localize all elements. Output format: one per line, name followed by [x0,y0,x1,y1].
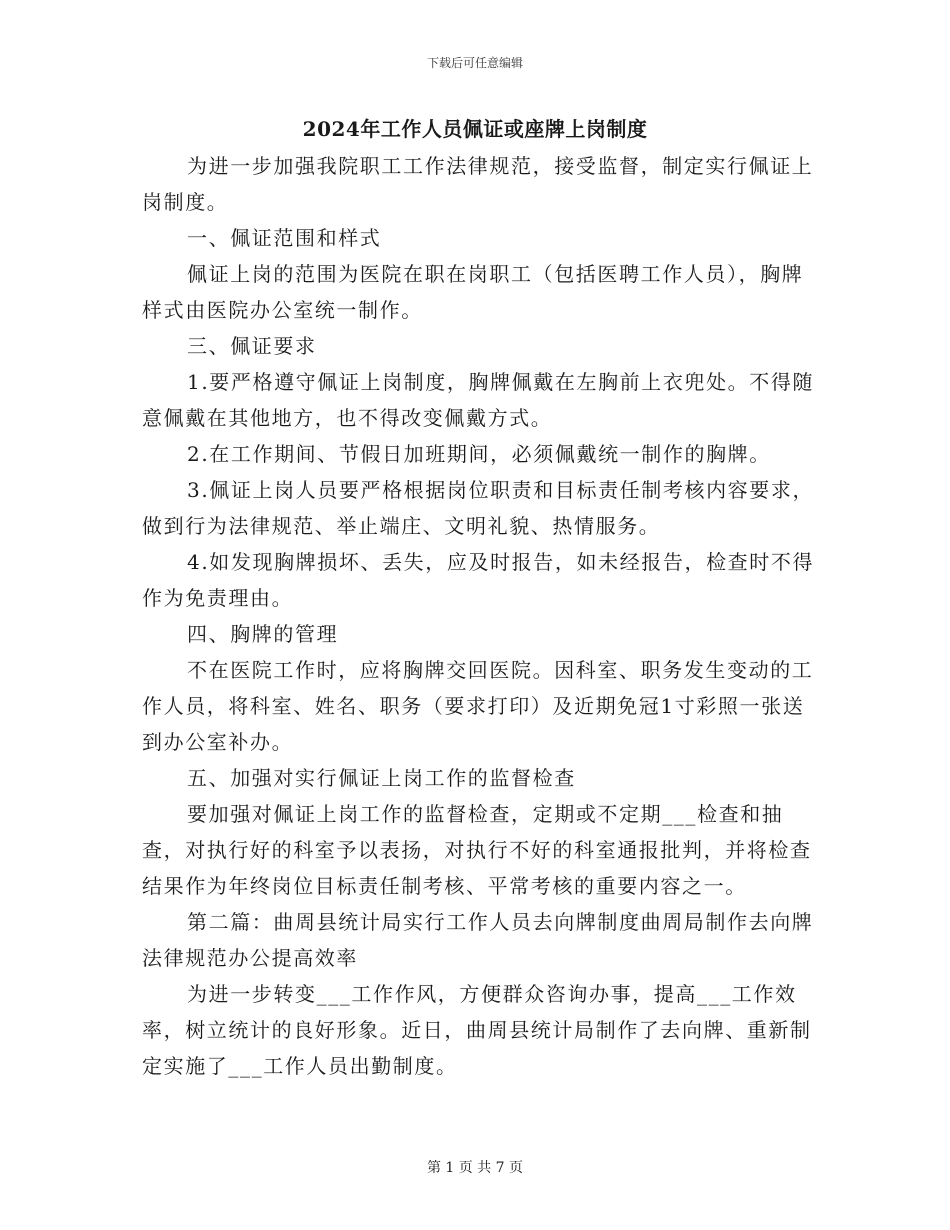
document-title: 2024年工作人员佩证或座牌上岗制度 [302,117,648,141]
list-item: 3.佩证上岗人员要严格根据岗位职责和目标责任制考核内容要求，做到行为法律规范、举止端庄、文明礼貌、热情服务。 [142,478,815,538]
list-item: 1.要严格遵守佩证上岗制度，胸牌佩戴在左胸前上衣兜处。不得随意佩戴在其他地方，也不得改变佩戴方式。 [142,370,815,430]
page-footer: 第 1 页 共 7 页 [426,1160,524,1176]
section-heading: 三、佩证要求 [187,334,317,358]
paragraph: 要加强对佩证上岗工作的监督检查，定期或不定期___检查和抽查，对执行好的科室予以表扬，对执行不好的科室通报批判，并将检查结果作为年终岗位目标责任制考核、平常考核的重要内容之一。 [142,802,812,898]
paragraph: 为进一步转变___工作作风，方便群众咨询办事，提高___工作效率，树立统计的良好形象。近日，曲周县统计局制作了去向牌、重新制定实施了___工作人员出勤制度。 [142,982,812,1078]
paragraph: 不在医院工作时，应将胸牌交回医院。因科室、职务发生变动的工作人员，将科室、姓名、职务（要求打印）及近期免冠1寸彩照一张送到办公室补办。 [142,658,814,754]
paragraph: 佩证上岗的范围为医院在职在岗职工（包括医聘工作人员），胸牌样式由医院办公室统一制作。 [142,262,804,322]
list-item: 2.在工作期间、节假日加班期间，必须佩戴统一制作的胸牌。 [187,442,771,466]
chapter-heading: 第二篇：曲周县统计局实行工作人员去向牌制度曲周局制作去向牌法律规范办公提高效率 [142,910,814,970]
section-heading: 四、胸牌的管理 [187,622,339,646]
section-heading: 一、佩证范围和样式 [187,226,382,250]
list-item: 4.如发现胸牌损坏、丢失，应及时报告，如未经报告，检查时不得作为免责理由。 [142,550,815,610]
header-note: 下载后可任意编辑 [426,56,523,70]
section-heading: 五、加强对实行佩证上岗工作的监督检查 [187,766,576,790]
paragraph: 为进一步加强我院职工工作法律规范，接受监督，制定实行佩证上岗制度。 [142,154,814,214]
document-body [142,148,822,1084]
